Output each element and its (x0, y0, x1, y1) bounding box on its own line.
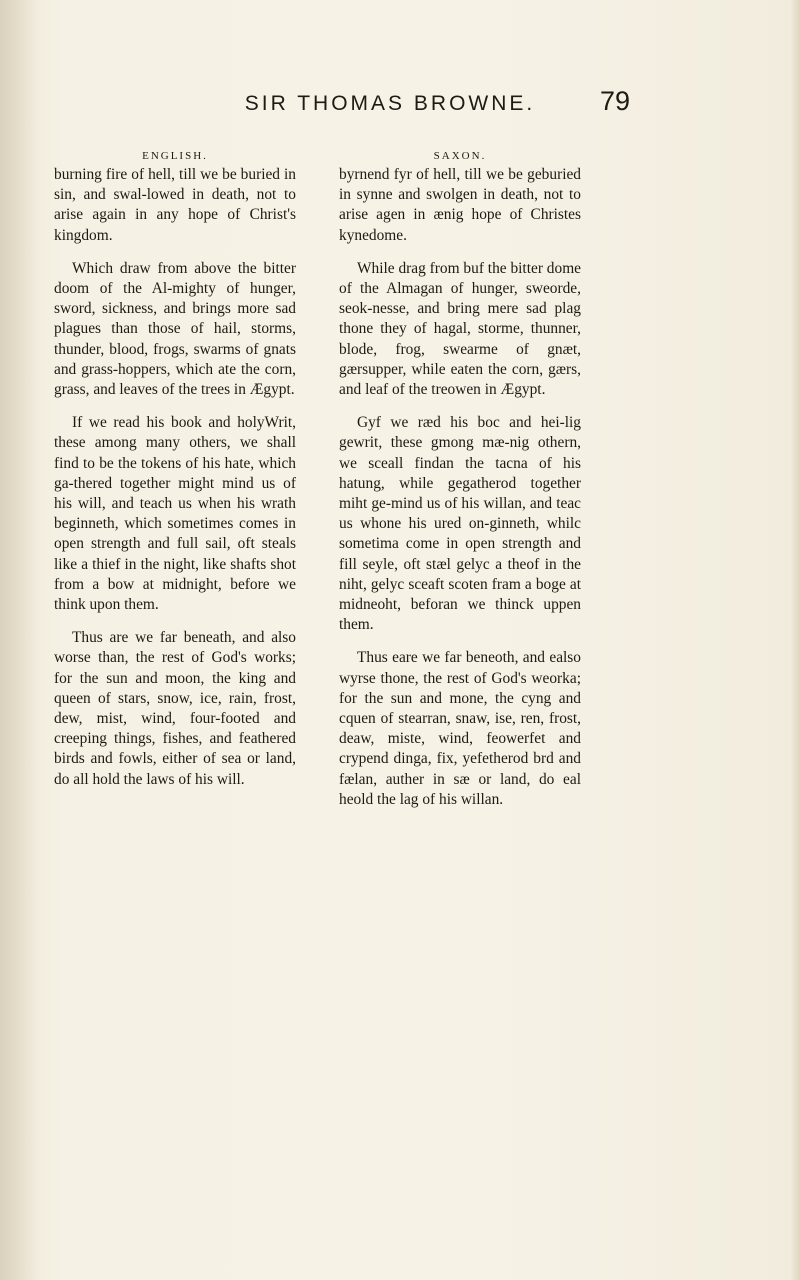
running-title: SIR THOMAS BROWNE. (244, 92, 536, 115)
saxon-column (339, 150, 581, 823)
page-edge (790, 0, 800, 1280)
saxon-heading: SAXON. (433, 150, 487, 162)
saxon-paragraph-2: While drag from buf the bitter dome of the Almagan of hunger, sweorde, seok-nesse, and bring mere sad plag thone they of hagal, storme, thunner, blode, frog, swearme of gnæt, gærsupper, while eaten the corn, gærs, and leaf of the treowen in Ægypt. (339, 259, 581, 399)
english-paragraph-3: If we read his book and holyWrit, these among many others, we shall find to be the tokens of his hate, which ga-thered together might mind us of his will, and teach us when his wrath beginneth, which sometimes comes in open strength and full sail, oft steals like a thief in the night, like shafts shot from a bow at midnight, before we think upon them. (54, 414, 296, 614)
english-paragraph-2: Which draw from above the bitter doom of the Al-mighty of hunger, sword, sickness, and brings more sad plagues than those of hail, storms, thunder, blood, frogs, swarms of gnats and grass-hoppers, which ate the corn, grass, and leaves of the trees in Ægypt. (54, 259, 296, 399)
english-column (54, 150, 296, 803)
english-paragraph-4: Thus are we far beneath, and also worse than, the rest of God's works; for the sun and moon, the king and queen of stars, snow, ice, rain, frost, dew, mist, wind, four-footed and creeping things, fishes, and feathered birds and fowls, either of sea or land, do all hold the laws of his will. (54, 629, 296, 788)
english-paragraph-1: burning fire of hell, till we be buried in sin, and swal-lowed in death, not to arise again in any hope of Christ's kingdom. (54, 166, 296, 244)
binding-gutter-shadow (0, 0, 40, 1280)
english-heading: ENGLISH. (142, 150, 208, 162)
saxon-paragraph-1: byrnend fyr of hell, till we be geburied in synne and swolgen in death, not to arise agen in ænig hope of Christes kynedome. (339, 166, 581, 244)
page-number: 79 (600, 86, 631, 116)
saxon-paragraph-3: Gyf we ræd his boc and hei-lig gewrit, these gmong mæ-nig othern, we sceall findan the tacna of his hatung, while gegatherod together miht ge-mind us of his willan, and teac us whone his ured on-ginneth, whilc sometima come in open strength and fill seyle, oft stæl gelyc a theof in the niht, gelyc sceaft scoten fram a boge at midneoht, beforan we thinck uppen them. (339, 414, 581, 634)
saxon-paragraph-4: Thus eare we far beneoth, and ealso wyrse thone, the rest of God's weorka; for the sun and mone, the cyng and cquen of stearran, snaw, ise, ren, frost, deaw, miste, wind, feowerfet and crypend dinga, fix, yefetherod brd and fælan, auther in sæ or land, do eal heold the lag of his willan. (339, 649, 581, 808)
